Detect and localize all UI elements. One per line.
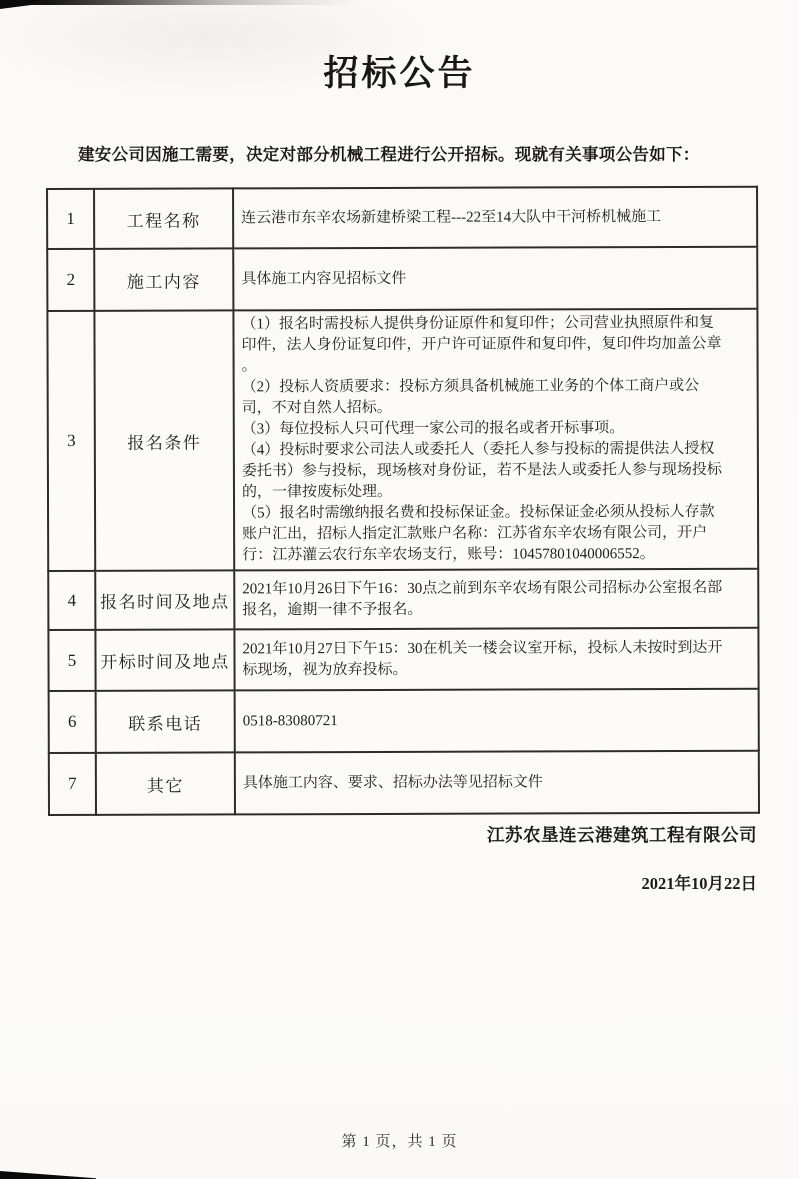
table-row bbox=[47, 309, 758, 571]
signature-block bbox=[487, 822, 757, 894]
row-label: 开标时间及地点 bbox=[95, 629, 234, 690]
table-row bbox=[48, 628, 758, 691]
bid-info-table bbox=[46, 186, 760, 816]
row-content: （1）报名时需投标人提供身份证原件和复印件；公司营业执照原件和复 印件，法人身份证复印件，开户许可证原件和复印件，复印件均加盖公章 。 （2）投标人资质要求：投标方须具备机械施工业务的个体工商户或公 司，不对自然人招标。 （3）每位投标人只可代理一家公司的报名或者开标事项。 （4）投标时要求公司法人或委托人（委托人参与投标的需提供法人授权 委托书）参与投标，现场核对身份证，若不是法人或委托人参与现场投标 的，一律按废标处理。 （5）报名时需缴纳报名费和投标保证金。投标保证金必须从投标人存款 账户汇出，招标人指定汇款账户名称：江苏省东辛农场有限公司，开户 行：江苏灌云农行东辛农场支行，账号：10457801040006552。 bbox=[233, 309, 758, 571]
row-content: 0518-83080721 bbox=[235, 689, 759, 753]
table-row bbox=[48, 569, 758, 630]
row-number: 2 bbox=[47, 249, 94, 311]
row-content: 具体施工内容、要求、招标办法等见招标文件 bbox=[235, 751, 759, 815]
row-content: 2021年10月27日下午15：30在机关一楼会议室开标，投标人未按时到达开 标现场，视为放弃投标。 bbox=[234, 628, 758, 691]
signature-company: 江苏农垦连云港建筑工程有限公司 bbox=[487, 825, 757, 845]
signature-date: 2021年10月22日 bbox=[641, 874, 757, 893]
row-label: 施工内容 bbox=[94, 248, 233, 310]
intro-paragraph: 建安公司因施工需要，决定对部分机械工程进行公开招标。现就有关事项公告如下： bbox=[78, 145, 700, 164]
row-label: 报名条件 bbox=[94, 310, 234, 570]
row-number: 7 bbox=[49, 753, 96, 815]
table-row bbox=[49, 751, 759, 815]
row-content: 连云港市东辛农场新建桥梁工程---22至14大队中干河桥机械施工 bbox=[233, 187, 757, 249]
scan-artifact-bottom-wedge bbox=[0, 1169, 96, 1179]
row-content: 2021年10月26日下午16：30点之前到东辛农场有限公司招标办公室报名部 报名，逾期一律不予报名。 bbox=[234, 569, 758, 630]
row-number: 1 bbox=[47, 189, 94, 249]
page-number-indicator: 第 1 页，共 1 页 bbox=[341, 1134, 458, 1150]
row-label: 联系电话 bbox=[96, 690, 235, 752]
scan-artifact-top-strip bbox=[0, 0, 358, 5]
table-row bbox=[49, 689, 759, 753]
table-row bbox=[47, 247, 757, 311]
row-content: 具体施工内容见招标文件 bbox=[233, 247, 757, 311]
row-number: 3 bbox=[47, 311, 95, 571]
row-number: 4 bbox=[48, 571, 95, 630]
row-number: 5 bbox=[48, 630, 95, 691]
document-title: 招标公告 bbox=[323, 54, 476, 93]
table-row bbox=[47, 187, 757, 249]
row-number: 6 bbox=[49, 691, 96, 753]
row-label: 报名时间及地点 bbox=[95, 570, 234, 629]
row-label: 其它 bbox=[96, 752, 235, 814]
row-label: 工程名称 bbox=[94, 188, 233, 248]
